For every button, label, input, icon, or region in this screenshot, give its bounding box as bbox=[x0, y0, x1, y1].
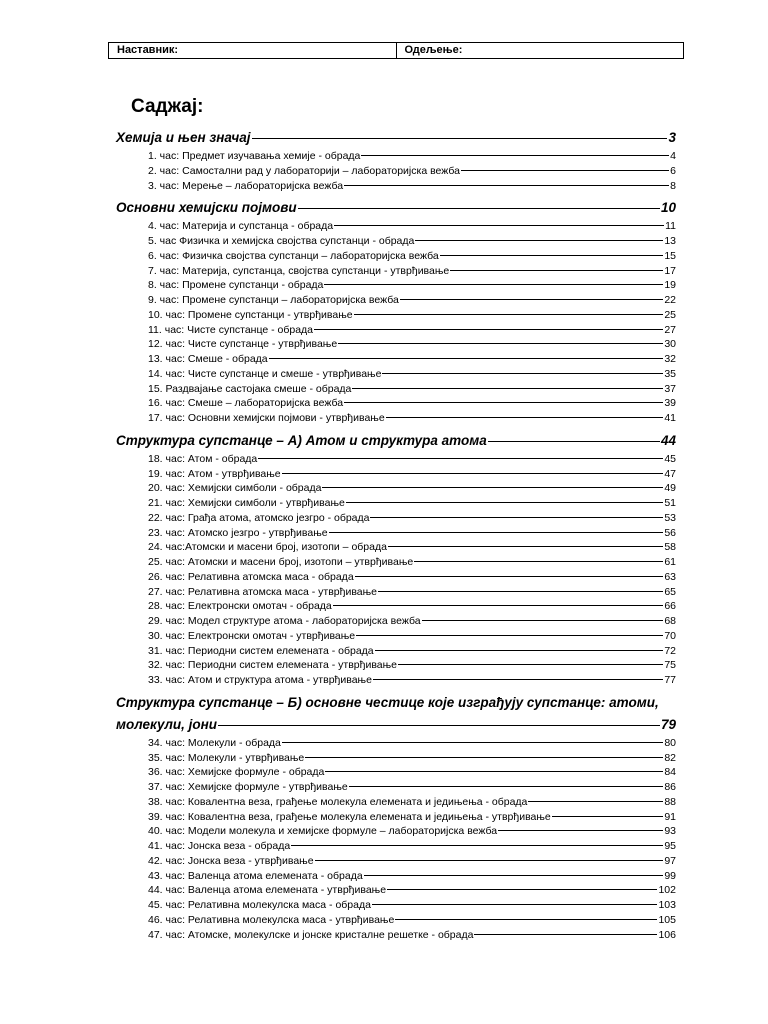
entry-page-number: 15 bbox=[664, 249, 676, 262]
toc-entry[interactable] bbox=[148, 839, 676, 854]
entry-page-number: 32 bbox=[664, 353, 676, 365]
dot-leader bbox=[387, 889, 657, 890]
toc-section bbox=[116, 127, 676, 193]
dot-leader bbox=[282, 742, 663, 743]
toc-entry[interactable] bbox=[148, 164, 676, 179]
toc-entry[interactable] bbox=[148, 570, 676, 585]
entry-page-number: 86 bbox=[664, 781, 676, 793]
dot-leader bbox=[378, 591, 663, 592]
toc-entry[interactable] bbox=[148, 496, 676, 511]
toc-entry[interactable] bbox=[148, 883, 676, 898]
toc-entry[interactable] bbox=[148, 913, 676, 928]
entry-page-number: 91 bbox=[664, 810, 676, 823]
dot-leader bbox=[488, 441, 660, 442]
dot-leader bbox=[422, 620, 664, 621]
entry-title: 18. час: Атом - обрада bbox=[148, 452, 258, 465]
toc-entry[interactable] bbox=[148, 555, 676, 570]
entry-page-number: 80 bbox=[664, 736, 676, 749]
toc-section bbox=[116, 430, 676, 688]
toc-entry[interactable] bbox=[148, 898, 676, 913]
toc-entry[interactable] bbox=[148, 396, 676, 411]
entry-page-number: 30 bbox=[664, 338, 676, 351]
toc-entry[interactable] bbox=[148, 869, 676, 884]
entry-page-number: 11 bbox=[665, 220, 676, 233]
entry-title: 46. час: Релативна молекулска маса - утврђивање bbox=[148, 913, 395, 926]
toc-entry[interactable] bbox=[148, 673, 676, 688]
toc-entry[interactable] bbox=[148, 928, 676, 943]
dot-leader bbox=[252, 138, 668, 139]
entry-page-number: 99 bbox=[664, 869, 676, 882]
entry-title: 8. час: Промене супстанци - обрада bbox=[148, 279, 324, 292]
toc-entry[interactable] bbox=[148, 234, 676, 249]
entry-page-number: 35 bbox=[664, 367, 676, 380]
toc-section bbox=[116, 197, 676, 426]
toc-entry[interactable] bbox=[148, 795, 676, 810]
dot-leader bbox=[528, 801, 663, 802]
entry-page-number: 63 bbox=[664, 570, 676, 583]
entry-title: 24. час:Атомски и масени број, изотопи – обрада bbox=[148, 541, 387, 554]
dot-leader bbox=[298, 208, 660, 209]
section-entries bbox=[116, 452, 676, 688]
entry-page-number: 102 bbox=[658, 884, 676, 897]
entry-page-number: 47 bbox=[664, 467, 676, 480]
dot-leader bbox=[344, 402, 663, 403]
dot-leader bbox=[388, 546, 663, 547]
toc-entry[interactable] bbox=[148, 467, 676, 482]
entry-page-number: 75 bbox=[664, 659, 676, 672]
entry-page-number: 66 bbox=[664, 600, 676, 613]
dot-leader bbox=[386, 417, 664, 418]
entry-page-number: 13 bbox=[664, 235, 676, 247]
entry-title: 14. час: Чисте супстанце и смеше - утврђивање bbox=[148, 367, 382, 380]
entry-title: 40. час: Модели молекула и хемијске формуле – лабораторијска вежба bbox=[148, 825, 498, 838]
section-heading[interactable] bbox=[116, 197, 676, 219]
entry-page-number: 49 bbox=[664, 482, 676, 495]
toc-entry[interactable] bbox=[148, 452, 676, 467]
toc-entry[interactable] bbox=[148, 585, 676, 600]
entry-page-number: 53 bbox=[664, 511, 676, 524]
toc-entry[interactable] bbox=[148, 411, 676, 426]
entry-page-number: 37 bbox=[664, 382, 676, 395]
entry-title: 15. Раздвајање састојака смеше - обрада bbox=[148, 382, 352, 395]
dot-leader bbox=[361, 155, 669, 156]
dot-leader bbox=[398, 664, 663, 665]
entry-page-number: 84 bbox=[664, 766, 676, 779]
entry-title: 34. час: Молекули - обрада bbox=[148, 736, 281, 749]
entry-page-number: 93 bbox=[664, 825, 676, 838]
entry-title: 5. час Физичка и хемијска својства супстанци - обрада bbox=[148, 235, 415, 247]
entry-title: 21. час: Хемијски симболи - утврђивање bbox=[148, 497, 345, 509]
entry-title: 16. час: Смеше – лабораторијска вежба bbox=[148, 397, 344, 410]
dot-leader bbox=[218, 725, 660, 726]
section-entries bbox=[116, 736, 676, 943]
page-title: Саджај: bbox=[131, 96, 204, 117]
section-heading[interactable] bbox=[116, 714, 676, 736]
toc-entry[interactable] bbox=[148, 854, 676, 869]
section-heading[interactable] bbox=[116, 430, 676, 452]
toc-entry[interactable] bbox=[148, 219, 676, 234]
toc-entry[interactable] bbox=[148, 293, 676, 308]
toc-entry[interactable] bbox=[148, 323, 676, 338]
dot-leader bbox=[498, 830, 663, 831]
toc-entry[interactable] bbox=[148, 481, 676, 496]
entry-title: 45. час: Релативна молекулска маса - обрада bbox=[148, 899, 371, 911]
entry-title: 1. час: Предмет изучавања хемије - обрада bbox=[148, 150, 361, 162]
toc-entry[interactable] bbox=[148, 382, 676, 397]
dot-leader bbox=[400, 299, 663, 300]
dot-leader bbox=[258, 458, 663, 459]
entry-page-number: 19 bbox=[664, 279, 676, 292]
entry-page-number: 39 bbox=[664, 397, 676, 410]
section-heading[interactable] bbox=[116, 127, 676, 149]
dot-leader bbox=[324, 284, 663, 285]
toc-entry[interactable] bbox=[148, 278, 676, 293]
toc-entry[interactable] bbox=[148, 264, 676, 279]
entry-title: 29. час: Модел структуре атома - лабораторијска вежба bbox=[148, 615, 421, 627]
toc-entry[interactable] bbox=[148, 179, 676, 194]
dot-leader bbox=[329, 532, 664, 533]
entry-page-number: 8 bbox=[670, 179, 676, 192]
entry-title: 35. час: Молекули - утврђивање bbox=[148, 751, 305, 764]
entry-page-number: 95 bbox=[664, 840, 676, 852]
entry-page-number: 41 bbox=[664, 412, 676, 424]
section-title: Хемија и њен значај bbox=[116, 130, 251, 145]
toc-entry[interactable] bbox=[148, 599, 676, 614]
header-table bbox=[108, 42, 684, 59]
dot-leader bbox=[269, 358, 664, 359]
entry-title: 41. час: Јонска веза - обрада bbox=[148, 840, 291, 852]
entry-title: 13. час: Смеше - обрада bbox=[148, 353, 268, 365]
entry-page-number: 105 bbox=[658, 913, 676, 926]
entry-title: 39. час: Ковалентна веза, грађење молекула елемената и једињења - утврђивање bbox=[148, 810, 551, 823]
entry-page-number: 17 bbox=[664, 264, 676, 277]
dot-leader bbox=[333, 605, 664, 606]
entry-title: 42. час: Јонска веза - утврђивање bbox=[148, 854, 314, 867]
section-title-line-1[interactable]: Структура супстанце – Б) основне честице које изграђују супстанце: атоми, bbox=[116, 694, 659, 710]
toc-entry[interactable] bbox=[148, 629, 676, 644]
section-page-number: 3 bbox=[668, 130, 676, 145]
dot-leader bbox=[344, 185, 669, 186]
toc-entry[interactable] bbox=[148, 780, 676, 795]
class-label: Одељење: bbox=[396, 43, 684, 58]
dot-leader bbox=[552, 816, 664, 817]
entry-page-number: 65 bbox=[664, 585, 676, 598]
dot-leader bbox=[314, 329, 663, 330]
entry-title: 30. час: Електронски омотач - утврђивање bbox=[148, 629, 356, 642]
dot-leader bbox=[440, 255, 664, 256]
dot-leader bbox=[305, 757, 663, 758]
entry-title: 38. час: Ковалентна веза, грађење молекула елемената и једињења - обрада bbox=[148, 795, 528, 808]
toc-entry[interactable] bbox=[148, 337, 676, 352]
entry-title: 17. час: Основни хемијски појмови - утврђивање bbox=[148, 412, 385, 424]
entry-title: 32. час: Периодни систем елемената - утврђивање bbox=[148, 659, 397, 672]
entry-title: 43. час: Валенца атома елемената - обрада bbox=[148, 869, 363, 882]
dot-leader bbox=[395, 919, 657, 920]
toc-entry[interactable] bbox=[148, 308, 676, 323]
toc-entry[interactable] bbox=[148, 644, 676, 659]
dot-leader bbox=[375, 650, 664, 651]
dot-leader bbox=[291, 845, 663, 846]
entry-page-number: 77 bbox=[664, 674, 676, 686]
dot-leader bbox=[334, 225, 664, 226]
entry-page-number: 4 bbox=[670, 150, 676, 162]
section-title: Основни хемијски појмови bbox=[116, 200, 297, 216]
toc-entry[interactable] bbox=[148, 736, 676, 751]
dot-leader bbox=[349, 786, 664, 787]
dot-leader bbox=[325, 771, 663, 772]
dot-leader bbox=[461, 170, 669, 171]
entry-page-number: 72 bbox=[664, 644, 676, 657]
section-title-line-2: молекули, јони bbox=[116, 716, 218, 732]
section-entries bbox=[116, 149, 676, 193]
entry-page-number: 51 bbox=[664, 497, 676, 509]
entry-title: 28. час: Електронски омотач - обрада bbox=[148, 600, 332, 613]
entry-title: 7. час: Материја, супстанца, својства супстанци - утврђивање bbox=[148, 264, 450, 277]
dot-leader bbox=[356, 635, 663, 636]
entry-title: 3. час: Мерење – лабораторијска вежба bbox=[148, 179, 344, 192]
entry-title: 31. час: Периодни систем елемената - обрада bbox=[148, 644, 374, 657]
dot-leader bbox=[450, 270, 663, 271]
toc-entry[interactable] bbox=[148, 367, 676, 382]
entry-title: 27. час: Релативна атомска маса - утврђивање bbox=[148, 585, 378, 598]
entry-page-number: 56 bbox=[664, 526, 676, 539]
entry-page-number: 45 bbox=[664, 452, 676, 465]
dot-leader bbox=[474, 934, 657, 935]
teacher-label: Наставник: bbox=[117, 44, 179, 56]
dot-leader bbox=[364, 875, 664, 876]
entry-title: 22. час: Грађа атома, атомско језгро - обрада bbox=[148, 511, 370, 524]
entry-title: 4. час: Материја и супстанца - обрада bbox=[148, 220, 334, 233]
toc-entry[interactable] bbox=[148, 511, 676, 526]
entry-page-number: 103 bbox=[658, 899, 676, 911]
dot-leader bbox=[354, 314, 664, 315]
toc-entry[interactable] bbox=[148, 249, 676, 264]
dot-leader bbox=[355, 576, 664, 577]
section-title: Структура супстанце – А) Атом и структура атома bbox=[116, 432, 487, 448]
dot-leader bbox=[415, 240, 663, 241]
toc-entry[interactable] bbox=[148, 149, 676, 164]
dot-leader bbox=[282, 473, 664, 474]
section-page-number: 79 bbox=[660, 716, 676, 732]
entry-title: 33. час: Атом и структура атома - утврђивање bbox=[148, 674, 372, 686]
toc-entry[interactable] bbox=[148, 540, 676, 555]
toc-entry[interactable] bbox=[148, 526, 676, 541]
entry-title: 37. час: Хемијске формуле - утврђивање bbox=[148, 781, 348, 793]
entry-title: 12. час: Чисте супстанце - утврђивање bbox=[148, 338, 338, 351]
entry-page-number: 106 bbox=[658, 928, 676, 941]
entry-title: 2. час: Самостални рад у лабораторији – лабораторијска вежба bbox=[148, 164, 461, 177]
entry-title: 6. час: Физичка својства супстанци – лабораторијска вежба bbox=[148, 249, 439, 262]
toc-entry[interactable] bbox=[148, 614, 676, 629]
toc-entry[interactable] bbox=[148, 658, 676, 673]
entry-title: 10. час: Промене супстанци - утврђивање bbox=[148, 308, 353, 321]
entry-title: 26. час: Релативна атомска маса - обрада bbox=[148, 570, 354, 583]
dot-leader bbox=[322, 487, 663, 488]
toc-entry[interactable] bbox=[148, 751, 676, 766]
entry-page-number: 22 bbox=[664, 294, 676, 306]
section-page-number: 44 bbox=[660, 432, 676, 448]
dot-leader bbox=[373, 679, 663, 680]
toc-entry[interactable] bbox=[148, 765, 676, 780]
toc-entry[interactable] bbox=[148, 810, 676, 825]
entry-page-number: 58 bbox=[664, 541, 676, 554]
dot-leader bbox=[414, 561, 663, 562]
entry-title: 20. час: Хемијски симболи - обрада bbox=[148, 482, 322, 495]
entry-page-number: 82 bbox=[664, 751, 676, 764]
entry-title: 11. час: Чисте супстанце - обрада bbox=[148, 323, 314, 336]
entry-title: 23. час: Атомско језгро - утврђивање bbox=[148, 526, 328, 539]
dot-leader bbox=[346, 502, 664, 503]
entry-title: 47. час: Атомске, молекулске и јонске кристалне решетке - обрада bbox=[148, 928, 474, 941]
dot-leader bbox=[372, 904, 658, 905]
toc-entry[interactable] bbox=[148, 352, 676, 367]
dot-leader bbox=[370, 517, 663, 518]
entry-page-number: 70 bbox=[664, 629, 676, 642]
section-page-number: 10 bbox=[660, 200, 676, 216]
entry-page-number: 88 bbox=[664, 795, 676, 808]
entry-title: 25. час: Атомски и масени број, изотопи – утврђивање bbox=[148, 556, 414, 568]
dot-leader bbox=[382, 373, 663, 374]
dot-leader bbox=[338, 343, 663, 344]
section-entries bbox=[116, 219, 676, 426]
entry-title: 19. час: Атом - утврђивање bbox=[148, 467, 281, 480]
entry-page-number: 61 bbox=[664, 556, 676, 568]
entry-page-number: 97 bbox=[664, 854, 676, 867]
table-of-contents bbox=[116, 124, 676, 942]
entry-page-number: 6 bbox=[670, 164, 676, 177]
entry-title: 36. час: Хемијске формуле - обрада bbox=[148, 766, 325, 779]
dot-leader bbox=[315, 860, 664, 861]
dot-leader bbox=[352, 388, 663, 389]
entry-title: 44. час: Валенца атома елемената - утврђивање bbox=[148, 884, 387, 897]
entry-title: 9. час: Промене супстанци – лабораторијска вежба bbox=[148, 294, 399, 306]
entry-page-number: 68 bbox=[664, 615, 676, 627]
toc-entry[interactable] bbox=[148, 824, 676, 839]
entry-page-number: 27 bbox=[664, 323, 676, 336]
toc-section bbox=[116, 692, 676, 943]
entry-page-number: 25 bbox=[664, 308, 676, 321]
